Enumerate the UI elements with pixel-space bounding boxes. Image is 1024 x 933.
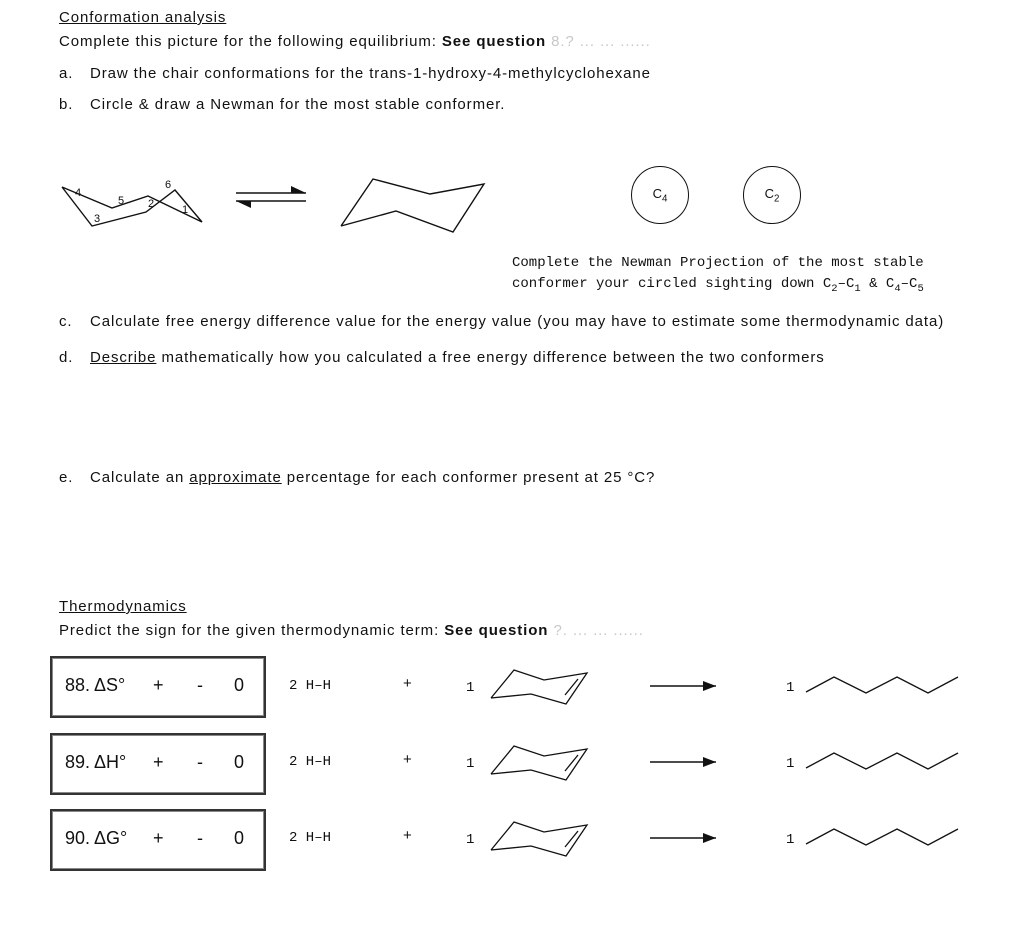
thermo-intro-faded: ?. ... ... ...... [553,622,644,639]
plus-sign-90: + [403,827,412,844]
option-zero-88[interactable]: 0 [234,675,245,695]
question-c-letter: c. [59,313,73,330]
intro-faded-text: 8.? ... ... ...... [551,33,651,50]
term-label-88: 88. ΔS° [65,675,126,695]
question-e-post: percentage for each conformer present at 25 °C? [281,469,656,486]
option-zero-89[interactable]: 0 [234,752,245,772]
chair-number-1: 1 [182,204,189,216]
intro-text: Complete this picture for the following equilibrium: [59,33,442,50]
coef-88: 1 [466,680,475,696]
question-b-letter: b. [59,96,74,113]
option-minus-88[interactable]: - [197,675,203,695]
newman-instruction-line2: conformer your circled sighting down $C_2-C_1$ & $C_4-C_5$ [512,276,924,295]
intro-bold: See question [441,33,547,50]
product-coef-90: 1 [786,832,795,848]
coef-89: 1 [466,756,475,772]
reagent-88: 2 H–H [289,678,332,694]
option-plus-88[interactable]: + [153,675,164,695]
question-e-letter: e. [59,469,74,486]
question-d-underlined: Describe [90,349,157,366]
product-coef-88: 1 [786,680,795,696]
reagent-90: 2 H–H [289,830,332,846]
question-b-text: Circle & draw a Newman for the most stable conformer. [90,96,506,113]
chair-number-4: 4 [75,187,82,199]
plus-sign-88: + [403,675,412,692]
question-a-text: Draw the chair conformations for the trans-1-hydroxy-4-methylcyclohexane [90,65,651,82]
circle-c2-label: $C_2$ [764,185,780,205]
reagent-89: 2 H–H [289,754,332,770]
question-d-letter: d. [59,349,74,366]
question-e-pre: Calculate an [90,469,190,486]
chair-number-5: 5 [118,195,125,207]
hexane-90 [806,829,958,845]
section-title-conformation: Conformation analysis [59,9,227,26]
coef-90: 1 [466,832,475,848]
cyclohexene-90 [491,822,587,856]
reaction-arrow-90 [650,833,716,843]
newman-instruction-line1: Complete the Newman Projection of the most stable [512,255,924,271]
circle-c4-label: $C_4$ [652,185,668,205]
thermo-intro-bold: See question [444,622,549,639]
question-d-text: mathematically how you calculated a free energy difference between the two conformers [156,349,825,366]
chair-number-6: 6 [165,179,172,191]
question-c-text: Calculate free energy difference value for the energy value (you may have to estimate some thermodynamic data) [90,313,945,330]
term-label-89: 89. ΔH° [65,752,127,772]
chair-number-3: 3 [94,213,101,225]
option-plus-90[interactable]: + [153,828,164,848]
option-minus-90[interactable]: - [197,828,203,848]
question-e-underlined: approximate [189,469,282,486]
section-title-thermodynamics: Thermodynamics [59,598,187,615]
plus-sign-89: + [403,751,412,768]
term-label-90: 90. ΔG° [65,828,128,848]
chair-number-2: 2 [148,198,155,210]
option-minus-89[interactable]: - [197,752,203,772]
thermo-intro-text: Predict the sign for the given thermodynamic term: [59,622,445,639]
option-zero-90[interactable]: 0 [234,828,245,848]
question-a-letter: a. [59,65,74,82]
option-plus-89[interactable]: + [153,752,164,772]
product-coef-89: 1 [786,756,795,772]
